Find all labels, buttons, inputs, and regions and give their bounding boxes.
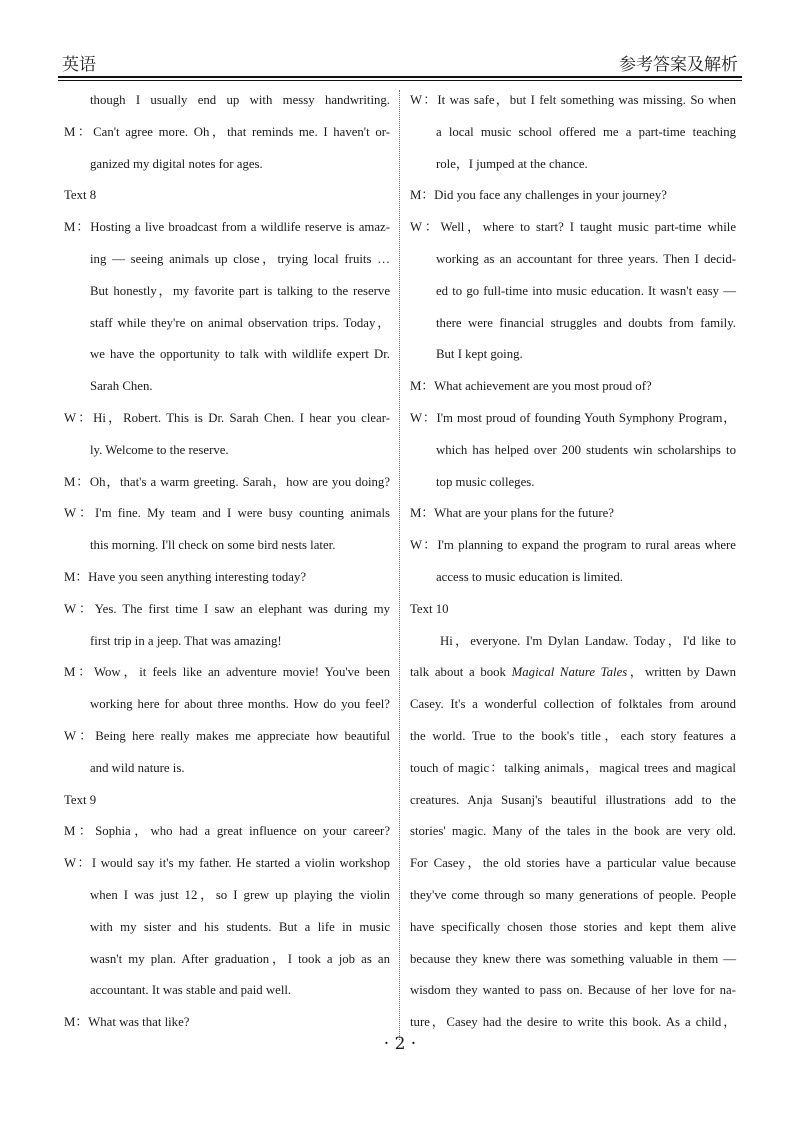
section-label-text-10: Text 10	[410, 601, 449, 616]
text-line: W：Being here really makes me appreciate how beautiful	[64, 728, 390, 743]
text-line: ing — seeing animals up close，trying local fruits …	[90, 251, 390, 266]
text-line: stories' magic. Many of the tales in the book are very old.	[410, 824, 736, 839]
right-column	[410, 85, 736, 1039]
text-line: W：Hi，Robert. This is Dr. Sarah Chen. I hear you clear-	[64, 410, 390, 425]
text-line: But honestly，my favorite part is talking to the reserve	[90, 283, 390, 298]
text-line: working here for about three months. How do you feel?	[90, 697, 390, 712]
text-line: role，I jumped at the chance.	[436, 156, 588, 171]
text-line: have specifically chosen those stories and kept them alive	[410, 919, 736, 934]
text-line: access to music education is limited.	[436, 569, 623, 584]
text-line: there were financial struggles and doubts from family.	[436, 315, 736, 330]
text-line: ly. Welcome to the reserve.	[90, 442, 229, 457]
text-line: they've come through so many generations of people. People	[410, 887, 736, 902]
text-line: M：Sophia，who had a great influence on your career?	[64, 824, 390, 839]
text-line: W：I'm most proud of founding Youth Symphony Program，	[410, 410, 736, 425]
page-header	[62, 46, 738, 76]
text-line: because they knew there was something valuable in them —	[410, 951, 736, 966]
text-line: Sarah Chen.	[90, 379, 153, 394]
text-line: W：Yes. The first time I saw an elephant was during my	[64, 601, 390, 616]
text-line: which has helped over 200 students win scholarships to	[436, 442, 736, 457]
text-line: touch of magic：talking animals，magical trees and magical	[410, 760, 736, 775]
text-line: staff while they're on animal observation trips. Today，	[90, 315, 390, 330]
text-line: W：I'm planning to expand the program to rural areas where	[410, 538, 736, 553]
text-line: with my sister and his students. But a life in music	[90, 919, 390, 934]
text-line: M：What are your plans for the future?	[410, 506, 614, 521]
text-line: M：What achievement are you most proud of?	[410, 379, 652, 394]
text-line: first trip in a jeep. That was amazing!	[90, 633, 282, 648]
text-line: M：Did you face any challenges in your journey?	[410, 188, 667, 203]
section-label-text-9: Text 9	[64, 792, 97, 807]
text-line: M：Oh，that's a warm greeting. Sarah，how are you doing?	[64, 474, 390, 489]
text-line: though I usually end up with messy handwriting.	[90, 93, 390, 107]
header-rule-thin	[58, 80, 742, 81]
text-line: talk about a book Magical Nature Tales，written by Dawn	[410, 665, 736, 680]
text-line: wasn't my plan. After graduation，I took a job as an	[90, 951, 390, 966]
text-line: ed to go full-time into music education. It wasn't easy —	[436, 283, 736, 298]
column-divider	[399, 90, 400, 1040]
subject-label: 英语	[62, 55, 96, 75]
text-line: working as an accountant for three years. Then I decid-	[436, 251, 736, 266]
text-line: M：What was that like?	[64, 1015, 190, 1030]
text-line: W：I'm fine. My team and I were busy counting animals	[64, 506, 390, 521]
page-number: · 2 ·	[383, 1034, 417, 1054]
section-title: 参考答案及解析	[619, 55, 738, 75]
text-line: the world. True to the book's title，each story features a	[410, 728, 736, 743]
text-line: W：It was safe，but I felt something was missing. So when	[410, 93, 736, 107]
text-line: creatures. Anja Susanj's beautiful illustrations add to the	[410, 792, 736, 807]
text-line: For Casey，the old stories have a particular value because	[410, 856, 736, 871]
text-line: M：Have you seen anything interesting today?	[64, 569, 307, 584]
text-line: wisdom they wanted to pass on. Because of her love for na-	[410, 983, 736, 998]
text-line: ture，Casey had the desire to write this book. As a child，	[410, 1015, 736, 1030]
text-line: a local music school offered me a part-time teaching	[436, 124, 736, 139]
text-line: M：Wow，it feels like an adventure movie! You've been	[64, 665, 390, 680]
text-line: M：Can't agree more. Oh，that reminds me. I haven't or-	[64, 124, 390, 139]
text-line: ganized my digital notes for ages.	[90, 156, 263, 171]
text-line: and wild nature is.	[90, 760, 185, 775]
text-line: accountant. It was stable and paid well.	[90, 983, 292, 998]
text-line: when I was just 12，so I grew up playing the violin	[90, 887, 390, 902]
header-rule-thick	[58, 76, 742, 78]
left-column	[64, 85, 390, 1039]
text-line: Casey. It's a wonderful collection of folktales from around	[410, 697, 736, 712]
text-line: Hi，everyone. I'm Dylan Landaw. Today，I'd like to	[440, 633, 736, 648]
text-line: this morning. I'll check on some bird nests later.	[90, 538, 336, 553]
text-line: W：I would say it's my father. He started a violin workshop	[64, 856, 390, 871]
book-title: Magical Nature Tales	[511, 665, 628, 680]
text-line: top music colleges.	[436, 474, 535, 489]
section-label-text-8: Text 8	[64, 188, 97, 203]
text-line: W：Well，where to start? I taught music part-time while	[410, 220, 736, 235]
text-line: But I kept going.	[436, 347, 523, 362]
text-line: M：Hosting a live broadcast from a wildlife reserve is amaz-	[64, 220, 390, 235]
text-line: we have the opportunity to talk with wildlife expert Dr.	[90, 347, 390, 362]
